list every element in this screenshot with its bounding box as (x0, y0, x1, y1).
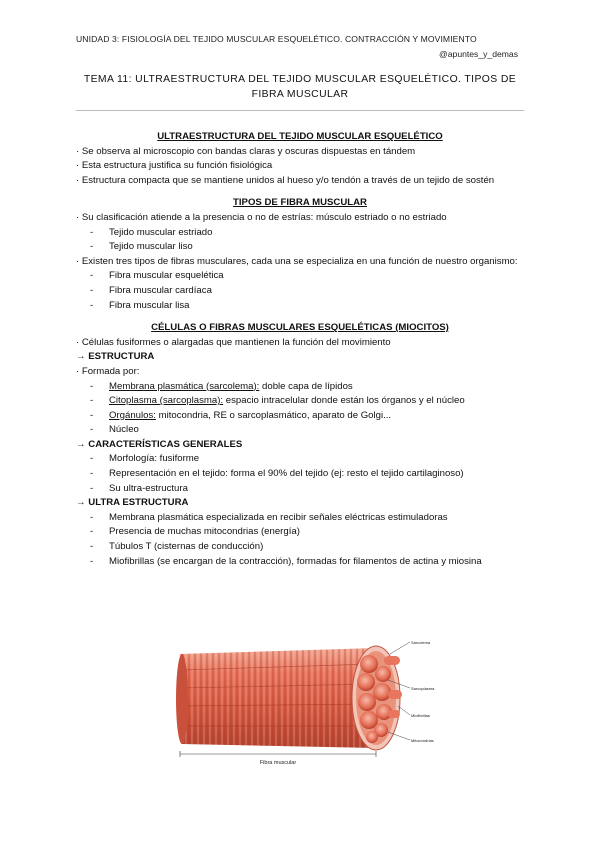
definition: mitocondria, RE o sarcoplasmático, aparato de Golgi... (155, 409, 392, 421)
paragraph: · Formada por: (76, 365, 140, 377)
list-item: - Tejido muscular estriado (90, 226, 524, 241)
subheading-caracteristicas: → CARACTERÍSTICAS GENERALES (76, 438, 243, 450)
fiber-type-list (76, 226, 524, 255)
structure-list (76, 380, 524, 438)
fiber-kind-list (76, 269, 524, 313)
term: Membrana plasmática (sarcolema): (109, 380, 260, 392)
figure-caption: Fibra muscular (259, 760, 297, 766)
muscle-fiber-figure (176, 636, 435, 770)
list-item: - Membrana plasmática especializada en recibir señales eléctricas estimuladoras (90, 511, 524, 526)
characteristics-list (76, 452, 524, 496)
label-sarcoplasma: Sarcoplasma (411, 686, 435, 691)
fiber-left-end (176, 654, 188, 744)
term: Citoplasma (sarcoplasma): (109, 395, 224, 407)
list-item: - Representación en el tejido: forma el 90% del tejido (ej: resto el tejido cartilaginoso) (90, 467, 524, 482)
list-item: - Fibra muscular lisa (90, 299, 524, 314)
unit-header: UNIDAD 3: FISIOLOGÍA DEL TEJIDO MUSCULAR ESQUELÉTICO. CONTRACCIÓN Y MOVIMIENTO (76, 34, 477, 44)
title-divider (76, 110, 524, 111)
section-title-celulas: CÉLULAS O FIBRAS MUSCULARES ESQUELÉTICAS (MIOCITOS) (151, 322, 449, 334)
list-item: - Su ultra-estructura (90, 482, 524, 497)
definition: Núcleo (109, 424, 139, 436)
muscle-fiber-illustration (176, 636, 435, 770)
content-body (76, 130, 524, 569)
list-item: - Fibra muscular esquelética (90, 269, 524, 284)
subheading-estructura: → ESTRUCTURA (76, 351, 155, 363)
list-item: - Túbulos T (cisternas de conducción) (90, 540, 524, 555)
paragraph: · Existen tres tipos de fibras musculares, cada una se especializa en una función de nuestro organismo: (76, 255, 518, 267)
term: Orgánulos: (109, 409, 156, 421)
ultra-list (76, 511, 524, 569)
definition: espacio intracelular donde están los órganos y el núcleo (223, 395, 465, 407)
list-item (90, 394, 524, 409)
paragraph: · Células fusiformes o alargadas que mantienen la función del movimiento (76, 336, 391, 348)
label-sarcolema: Sarcolema (411, 640, 431, 645)
definition: doble capa de lípidos (259, 380, 353, 392)
list-item (90, 423, 524, 438)
list-item: - Morfología: fusiforme (90, 452, 524, 467)
paragraph: · Estructura compacta que se mantiene unidos al hueso y/o tendón a través de un tejido de sostén (76, 174, 495, 186)
paragraph: · Se observa al microscopio con bandas claras y oscuras dispuestas en tándem (76, 145, 416, 157)
author-handle: @apuntes_y_demas (439, 49, 518, 59)
topic-title: TEMA 11: ULTRAESTRUCTURA DEL TEJIDO MUSCULAR ESQUELÉTICO. TIPOS DE FIBRA MUSCULAR (83, 74, 517, 100)
section-title-tipos: TIPOS DE FIBRA MUSCULAR (233, 197, 367, 209)
paragraph: · Esta estructura justifica su función fisiológica (76, 160, 273, 172)
list-item (90, 380, 524, 395)
list-item (90, 409, 524, 424)
section-title-ultraestructura: ULTRAESTRUCTURA DEL TEJIDO MUSCULAR ESQUELÉTICO (157, 131, 443, 142)
label-miofibrillas: Miofibrillas (411, 713, 430, 718)
dimension-bracket (180, 751, 376, 757)
label-mitocondrias: Mitocondrias (411, 738, 434, 743)
list-item: - Presencia de muchas mitocondrias (energía) (90, 525, 524, 540)
list-item: - Tejido muscular liso (90, 240, 524, 255)
paragraph: · Su clasificación atiende a la presencia o no de estrías: músculo estriado o no estriado (76, 211, 447, 223)
fiber-striations (179, 648, 376, 748)
subheading-ultra: → ULTRA ESTRUCTURA (76, 497, 189, 509)
list-item: - Fibra muscular cardíaca (90, 284, 524, 299)
list-item: - Miofibrillas (se encargan de la contracción), formadas for filamentos de actina y miosina (90, 555, 524, 570)
